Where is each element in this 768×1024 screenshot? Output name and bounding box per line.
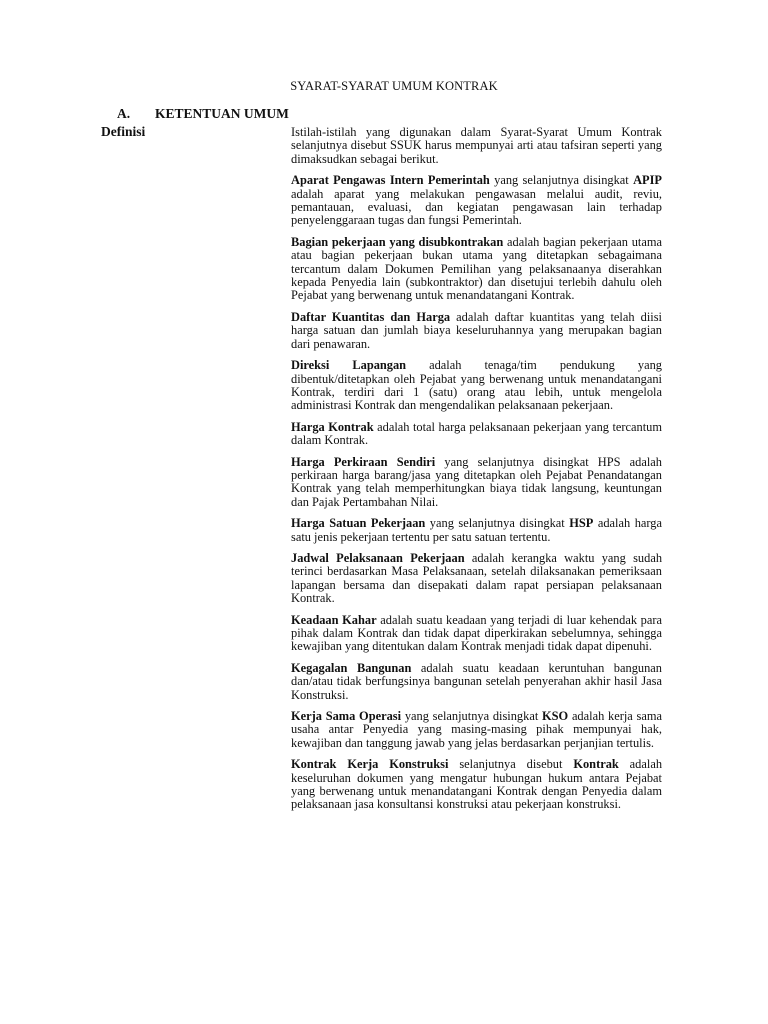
definitions-list xyxy=(291,174,662,812)
definition-connector: yang selanjutnya disingkat xyxy=(425,516,570,531)
definition-term: Keadaan Kahar xyxy=(291,612,377,627)
definition-paragraph xyxy=(291,710,662,750)
definition-abbreviation: HSP xyxy=(569,516,594,531)
definition-paragraph xyxy=(291,517,662,544)
definition-text: adalah daftar kuantitas yang telah diisi harga satuan dan jumlah biaya keseluruhannya yang merupakan bagian dari penawaran. xyxy=(291,309,662,351)
side-label-definisi: Definisi xyxy=(101,124,146,139)
definition-text: adalah kerja sama usaha antar Penyedia yang masing-masing pihak mempunyai hak, kewajiban dan tanggung jawab yang jelas berdasarkan perjanjian tertulis. xyxy=(291,709,662,750)
definition-text: adalah tenaga/tim pendukung yang dibentuk/ditetapkan oleh Pejabat yang berwenang untuk menandatangani Kontrak, terdiri dari 1 (satu) orang atau lebih, untuk mengelola administrasi Kontrak dan mengendalikan pelaksanaan pekerjaan. xyxy=(291,358,662,413)
definition-paragraph xyxy=(291,359,662,413)
definition-term: Daftar Kuantitas dan Harga xyxy=(291,309,451,324)
definition-abbreviation: Kontrak xyxy=(573,757,619,772)
definition-term: Kerja Sama Operasi xyxy=(291,709,402,724)
definition-paragraph xyxy=(291,236,662,303)
definition-text: yang selanjutnya disingkat HPS adalah perkiraan harga barang/jasa yang ditetapkan oleh Pejabat Penandatangan Kontrak yang telah memperhitungkan biaya tidak langsung, keuntungan dan Pajak Pertambahan Nilai. xyxy=(291,454,662,509)
definition-term: Direksi Lapangan xyxy=(291,358,407,373)
definitions-content xyxy=(291,126,662,820)
definition-text: adalah aparat yang melakukan pengawasan melalui audit, reviu, pemantauan, evaluasi, dan kegiatan pengawasan lain terhadap penyelenggaraan tugas dan fungsi Pemerintah. xyxy=(291,186,662,228)
definition-term: Jadwal Pelaksanaan Pekerjaan xyxy=(291,550,465,565)
definition-paragraph xyxy=(291,552,662,606)
definition-paragraph xyxy=(291,662,662,702)
definition-text: adalah total harga pelaksanaan pekerjaan yang tercantum dalam Kontrak. xyxy=(291,419,662,448)
definition-paragraph xyxy=(291,174,662,228)
definition-text: adalah suatu keadaan yang terjadi di luar kehendak para pihak dalam Kontrak dan tidak dapat diperkirakan sebelumnya, sehingga kewajiban yang ditentukan dalam Kontrak menjadi tidak dapat dipenuhi. xyxy=(291,612,662,654)
definition-text: adalah suatu keadaan keruntuhan bangunan dan/atau tidak berfungsinya bangunan setelah penyerahan akhir hasil Jasa Konstruksi. xyxy=(291,660,662,702)
definition-text: adalah bagian pekerjaan utama atau bagian pekerjaan bukan utama yang ditetapkan sebagaimana tercantum dalam Dokumen Pemilihan yang pelaksanaanya diserahkan kepada Penyedia lain (subkontraktor) dan disetujui terlebih dahulu oleh Pejabat yang berwenang untuk menandatangani Kontrak. xyxy=(291,234,662,303)
definition-term: Harga Satuan Pekerjaan xyxy=(291,516,426,531)
definition-term: Harga Kontrak xyxy=(291,419,374,434)
definition-paragraph xyxy=(291,758,662,812)
definition-paragraph xyxy=(291,421,662,448)
definition-paragraph xyxy=(291,456,662,510)
section-title: KETENTUAN UMUM xyxy=(155,106,289,121)
definition-abbreviation: KSO xyxy=(542,709,569,724)
definition-term: Kontrak Kerja Konstruksi xyxy=(291,757,449,772)
definition-connector: selanjutnya disebut xyxy=(448,757,574,772)
document-title: SYARAT-SYARAT UMUM KONTRAK xyxy=(290,79,498,93)
section-letter: A. xyxy=(117,106,131,121)
definition-text: adalah keseluruhan dokumen yang mengatur hubungan hukum antara Pejabat yang berwenang untuk menandatangani Kontrak dengan Penyedia dalam pelaksanaan jasa konsultansi konstruksi atau pekerjaan konstruksi. xyxy=(291,757,663,812)
definition-text: adalah kerangka waktu yang sudah terinci berdasarkan Masa Pelaksanaan, setelah dilaksanakan pemeriksaan lapangan bersama dan disepakati dalam rapat persiapan pelaksanaan Kontrak. xyxy=(291,550,663,606)
definition-term: Bagian pekerjaan yang disubkontrakan xyxy=(291,234,504,249)
definition-connector: yang selanjutnya disingkat xyxy=(489,173,634,188)
section-heading xyxy=(117,106,289,122)
definition-paragraph xyxy=(291,311,662,351)
definition-connector: yang selanjutnya disingkat xyxy=(401,709,543,724)
definition-term: Kegagalan Bangunan xyxy=(291,660,412,675)
definition-text: adalah harga satu jenis pekerjaan tertentu per satu satuan tertentu. xyxy=(291,516,662,544)
definition-term: Aparat Pengawas Intern Pemerintah xyxy=(291,173,490,188)
intro-paragraph: Istilah-istilah yang digunakan dalam Syarat-Syarat Umum Kontrak selanjutnya disebut SSUK harus mempunyai arti atau tafsiran seperti yang dimaksudkan sebagai berikut. xyxy=(291,125,662,166)
definition-abbreviation: APIP xyxy=(633,173,662,188)
definition-term: Harga Perkiraan Sendiri xyxy=(291,454,436,469)
definition-paragraph xyxy=(291,614,662,654)
